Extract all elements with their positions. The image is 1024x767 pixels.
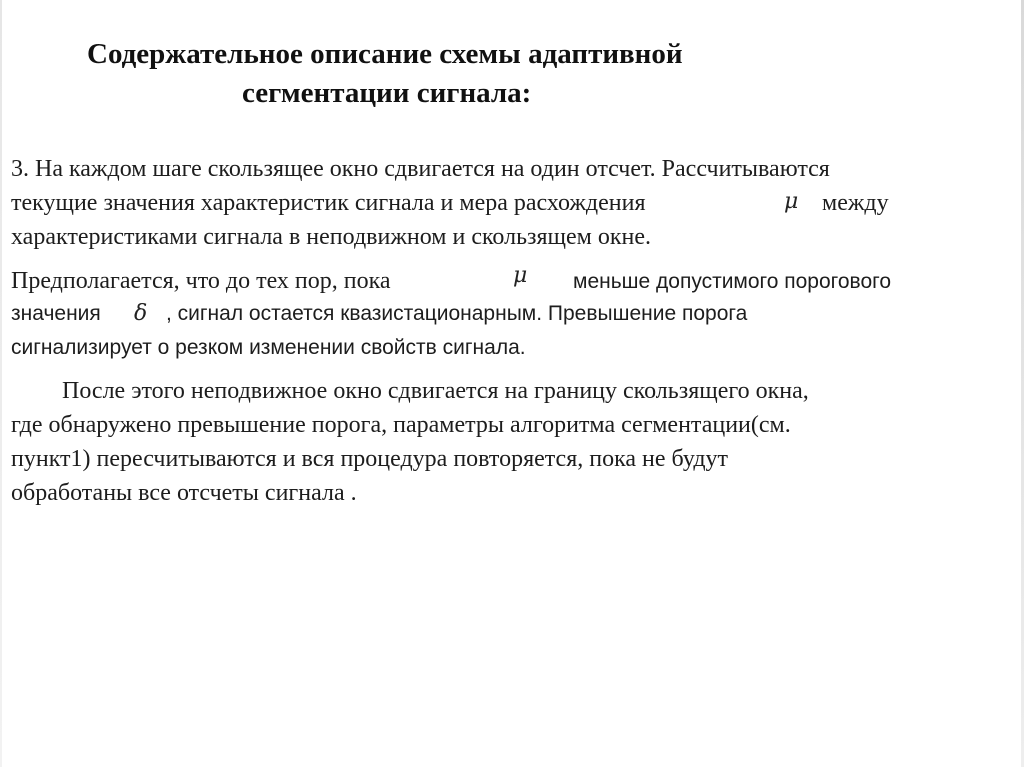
para1-line-2-start: текущие значения характеристик сигнала и мера расхождения xyxy=(11,190,646,216)
para3-line-1: После этого неподвижное окно сдвигается на границу скользящего окна, xyxy=(62,378,809,404)
para3-line-2: где обнаружено превышение порога, параметры алгоритма сегментации(см. xyxy=(11,412,791,438)
para2-line-3: сигнализирует о резком изменении свойств сигнала. xyxy=(11,336,526,359)
slide-left-edge xyxy=(0,0,2,767)
para1-line-2-end: между xyxy=(822,190,889,216)
para2-line-2-end: , сигнал остается квазистационарным. Превышение порога xyxy=(166,302,748,325)
slide-title-line-2: сегментации сигнала: xyxy=(242,77,532,109)
para2-line-1-end: меньше допустимого порогового xyxy=(573,270,892,293)
para1-line-1: 3. На каждом шаге скользящее окно сдвигается на один отсчет. Рассчитываются xyxy=(11,156,830,182)
para2-line-1-start: Предполагается, что до тех пор, пока xyxy=(11,268,391,294)
mu-symbol-2: μ xyxy=(513,263,528,288)
para2-line-2-start: значения xyxy=(11,302,101,325)
mu-symbol: μ xyxy=(784,189,799,214)
para3-line-3: пункт1) пересчитываются и вся процедура повторяется, пока не будут xyxy=(11,446,729,472)
delta-symbol: δ xyxy=(134,301,148,326)
slide-title-line-1: Содержательное описание схемы адаптивной xyxy=(87,38,683,70)
para3-line-4: обработаны все отсчеты сигнала . xyxy=(11,480,357,506)
para1-line-3: характеристиками сигнала в неподвижном и скользящем окне. xyxy=(11,224,652,250)
